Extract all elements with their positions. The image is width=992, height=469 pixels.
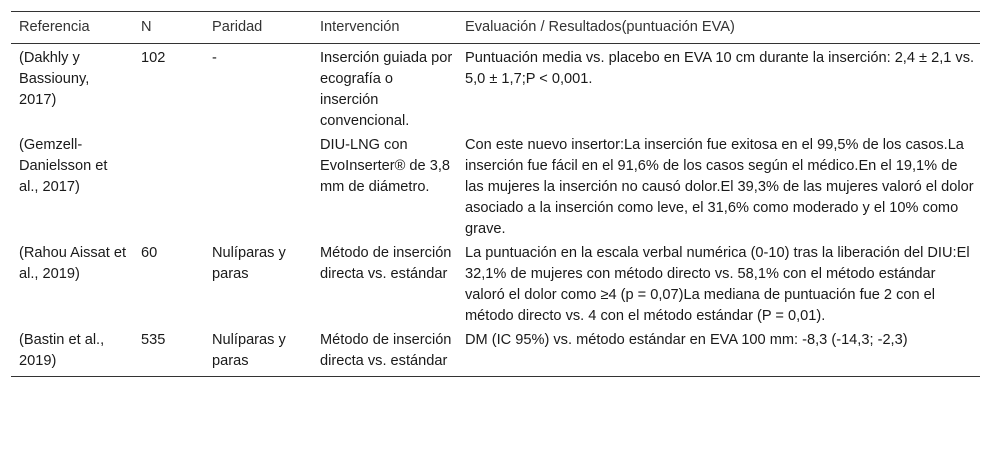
cell-paridad [204, 135, 312, 243]
cell-referencia: (Dakhly y Bassiouny, 2017) [19, 50, 90, 108]
cell-resultados: Con este nuevo insertor:La inserción fue exitosa en el 99,5% de los casos.La inserción fue fácil en el 91,6% de los casos según el médico.En el 19,1% de las mujeres la inserción no causó dolor.El 39,3% de las mujeres valoró el dolor asociado a la inserción como leve, el 31,6% como moderado y el 10% como grave. [465, 137, 974, 237]
cell-paridad: Nulíparas y paras [212, 245, 286, 282]
table-row [11, 44, 980, 136]
table-row [11, 330, 980, 377]
cell-resultados: Puntuación media vs. placebo en EVA 10 cm durante la inserción: 2,4 ± 2,1 vs. 5,0 ± 1,7;P < 0,001. [465, 50, 975, 87]
cell-n: 102 [141, 50, 166, 66]
cell-n: 535 [133, 330, 204, 377]
results-table-container [11, 11, 980, 377]
cell-resultados: DM (IC 95%) vs. método estándar en EVA 100 mm: -8,3 (-14,3; -2,3) [457, 330, 980, 377]
cell-intervencion: Inserción guiada por ecografía o inserción convencional. [320, 50, 453, 129]
table-row [11, 243, 980, 330]
cell-resultados: La puntuación en la escala verbal numérica (0-10) tras la liberación del DIU:El 32,1% de mujeres con método directo vs. 58,1% con el método estándar valoró el dolor como ≥4 (p = 0,07)La mediana de puntuación fue 2 con el método directo vs. 4 con el método estándar (P = 0,01). [465, 245, 970, 324]
header-resultados: Evaluación / Resultados(puntuación EVA) [457, 12, 980, 44]
cell-referencia: (Bastin et al., 2019) [11, 330, 133, 377]
header-paridad: Paridad [204, 12, 312, 44]
cell-intervencion: DIU-LNG con EvoInserter® de 3,8 mm de diámetro. [320, 137, 451, 195]
results-table [11, 11, 980, 377]
cell-referencia: (Gemzell-Danielsson et al., 2017) [19, 137, 108, 195]
table-row [11, 135, 980, 243]
cell-intervencion: Método de inserción directa vs. estándar [312, 330, 457, 377]
header-intervencion: Intervención [312, 12, 457, 44]
cell-intervencion: Método de inserción directa vs. estándar [320, 245, 452, 282]
cell-paridad: - [212, 50, 217, 66]
header-referencia: Referencia [11, 12, 133, 44]
cell-referencia: (Rahou Aissat et al., 2019) [19, 245, 127, 282]
cell-n [133, 135, 204, 243]
header-n: N [133, 12, 204, 44]
cell-n: 60 [141, 245, 158, 261]
table-header-row [11, 12, 980, 44]
cell-paridad: Nulíparas y paras [204, 330, 312, 377]
